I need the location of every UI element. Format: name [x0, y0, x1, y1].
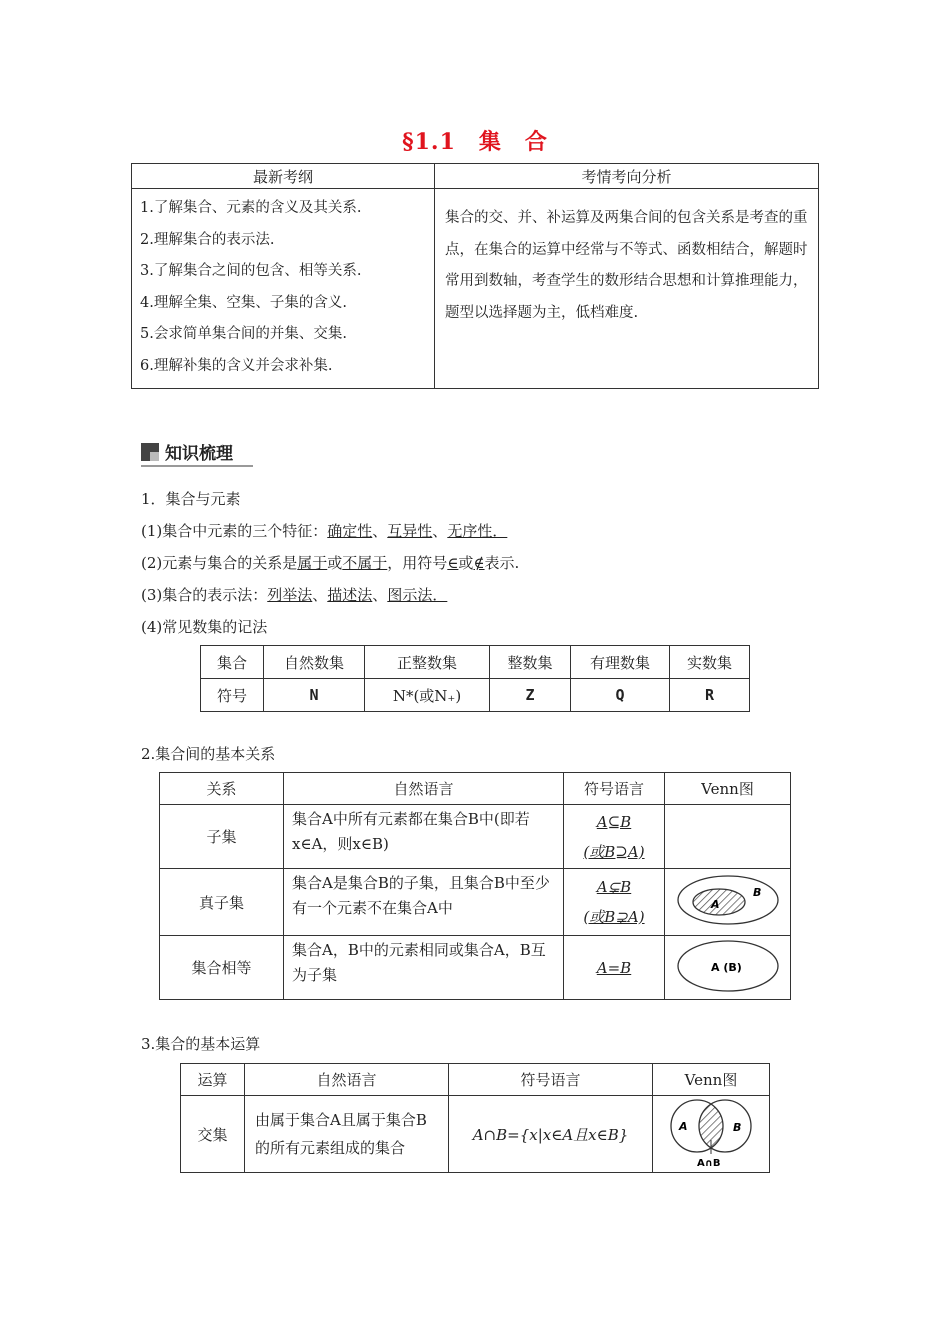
- table-cell: 实数集: [670, 646, 750, 679]
- table-header: Venn图: [653, 1064, 770, 1096]
- venn-cell: [653, 1096, 770, 1173]
- table-cell: 整数集: [490, 646, 571, 679]
- syllabus-item: 3.了解集合之间的包含、相等关系.: [140, 263, 362, 279]
- syllabus-header-left: 最新考纲: [132, 164, 435, 189]
- table-cell: 自然数集: [264, 646, 365, 679]
- table-header: 自然语言: [245, 1064, 449, 1096]
- part3-heading: 3.集合的基本运算: [141, 1035, 261, 1053]
- venn-label-a: A: [679, 1120, 688, 1133]
- venn-cell: [665, 936, 791, 1000]
- venn-label-b: B: [752, 886, 761, 899]
- venn-label-ab: A∩B: [697, 1158, 721, 1168]
- table-cell: R: [670, 679, 750, 712]
- table-header: 自然语言: [284, 773, 564, 805]
- intersection-venn: [655, 1096, 767, 1168]
- proper-subset-venn: [673, 872, 783, 928]
- relation-natural: 集合A中所有元素都在集合B中(即若x∈A，则x∈B): [284, 805, 564, 869]
- syllabus-item: 5.会求简单集合间的并集、交集.: [140, 326, 347, 342]
- relation-symbol: A⊊B (或B⊋A): [564, 869, 665, 936]
- table-cell: N: [264, 679, 365, 712]
- part1-line1: (1)集合中元素的三个特征：确定性、互异性、无序性．: [141, 522, 508, 540]
- page-title: §1.1 集 合: [402, 129, 548, 155]
- table-cell: Q: [571, 679, 670, 712]
- table-cell: 正整数集: [365, 646, 490, 679]
- table-cell: 集合: [201, 646, 264, 679]
- relation-name: 子集: [160, 805, 284, 869]
- section-underline: [141, 465, 253, 467]
- syllabus-header-right: 考情考向分析: [435, 164, 819, 189]
- part1-line3: (3)集合的表示法：列举法、描述法、图示法．: [141, 586, 448, 604]
- syllabus-item: 1.了解集合、元素的含义及其关系.: [140, 200, 362, 216]
- table-cell: N*(或N₊): [365, 679, 490, 712]
- part1-heading: 1．集合与元素: [141, 490, 241, 508]
- relation-symbol: A⊆B (或B⊇A): [564, 805, 665, 869]
- venn-cell: [665, 869, 791, 936]
- number-sets-table: [200, 645, 750, 712]
- syllabus-item: 2.理解集合的表示法.: [140, 231, 275, 248]
- venn-cell: [665, 805, 791, 869]
- table-cell: 有理数集: [571, 646, 670, 679]
- operation-natural: 由属于集合A且属于集合B的所有元素组成的集合: [245, 1096, 449, 1173]
- table-header: Venn图: [665, 773, 791, 805]
- operation-name: 交集: [181, 1096, 245, 1173]
- syllabus-table: [131, 163, 819, 389]
- part2-heading: 2.集合间的基本关系: [141, 745, 276, 763]
- relations-table: [159, 772, 791, 1000]
- table-header: 关系: [160, 773, 284, 805]
- venn-label-a: A: [710, 898, 720, 911]
- analysis-text: 集合的交、并、补运算及两集合间的包含关系是考查的重点，在集合的运算中经常与不等式、函数相结合，解题时常用到数轴，考查学生的数形结合思想和计算推理能力，题型以选择题为主，低档难度.: [435, 189, 819, 389]
- table-header: 运算: [181, 1064, 245, 1096]
- syllabus-item: 6.理解补集的含义并会求补集.: [140, 357, 333, 374]
- relation-name: 真子集: [160, 869, 284, 936]
- relation-natural: 集合A，B中的元素相同或集合A，B互为子集: [284, 936, 564, 1000]
- operations-table: [180, 1063, 770, 1173]
- part1-line2: (2)元素与集合的关系是属于或不属于，用符号∈或∉表示.: [141, 554, 520, 572]
- section-title: 知识梳理: [165, 444, 233, 464]
- relation-name: 集合相等: [160, 936, 284, 1000]
- venn-label-b: B: [733, 1121, 742, 1134]
- part1-line4: (4)常见数集的记法: [141, 618, 268, 636]
- table-cell: 符号: [201, 679, 264, 712]
- table-cell: Z: [490, 679, 571, 712]
- syllabus-item: 4.理解全集、空集、子集的含义.: [140, 294, 347, 311]
- equal-sets-venn: [673, 937, 783, 995]
- relation-natural: 集合A是集合B的子集，且集合B中至少有一个元素不在集合A中: [284, 869, 564, 936]
- syllabus-list: [132, 189, 434, 388]
- operation-symbol: A∩B={x|x∈A且x∈B}: [449, 1096, 653, 1173]
- table-header: 符号语言: [449, 1064, 653, 1096]
- venn-label-ab: A (B): [710, 960, 742, 974]
- table-header: 符号语言: [564, 773, 665, 805]
- section-square-icon: [141, 443, 159, 461]
- relation-symbol: A=B: [564, 936, 665, 1000]
